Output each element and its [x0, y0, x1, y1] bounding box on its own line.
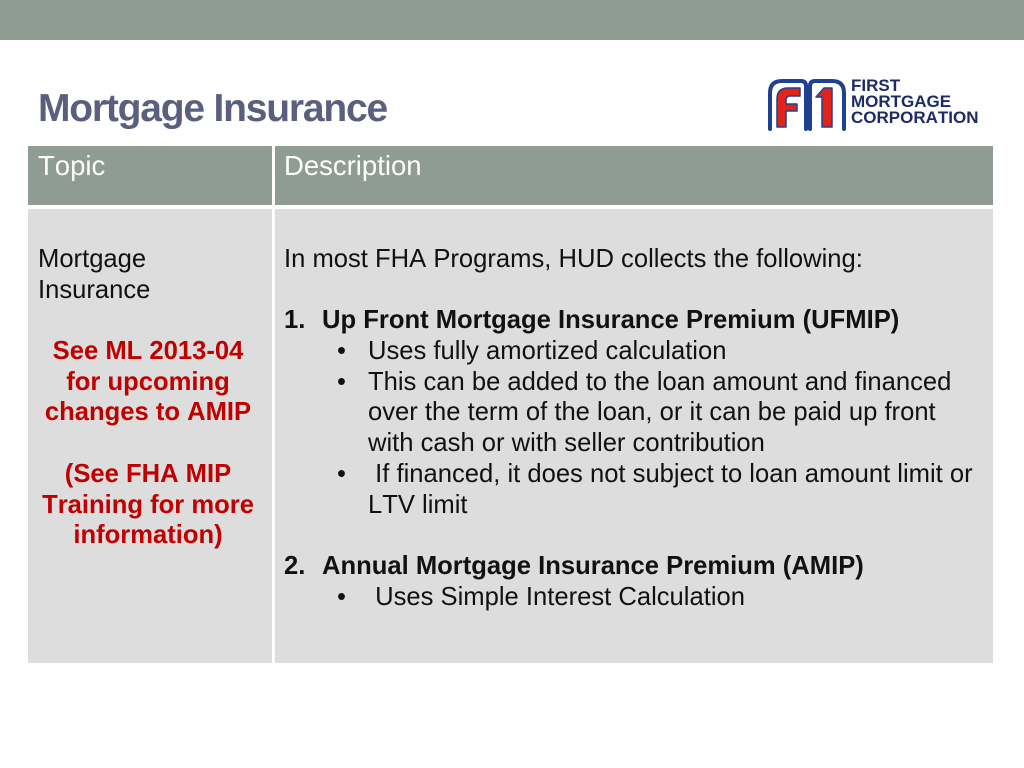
bullet-text: Uses fully amortized calculation	[368, 336, 727, 365]
logo-one-shape	[816, 88, 832, 127]
description-cell	[275, 209, 993, 663]
item-number: 2.	[284, 551, 306, 580]
logo-line-corporation: CORPORATION	[851, 108, 979, 127]
numbered-item-heading	[284, 305, 993, 336]
bullet-text: If financed, it does not subject to loan amount limit or LTV limit	[368, 459, 980, 519]
bullet-item	[368, 459, 980, 520]
numbered-item-ufmip	[284, 305, 993, 520]
logo-line-mortgage: MORTGAGE	[851, 92, 952, 111]
logo-line-first: FIRST	[851, 76, 901, 95]
item-number: 1.	[284, 306, 306, 335]
logo-wordmark	[851, 78, 979, 126]
bullet-list-ufmip	[368, 336, 980, 520]
note-fha-mip-training: (See FHA MIP Training for more information)	[42, 459, 254, 550]
column-header-topic: Topic	[28, 146, 272, 205]
item-title: Annual Mortgage Insurance Premium (AMIP)	[322, 551, 864, 580]
first-mortgage-logo-icon	[766, 77, 848, 131]
bullet-text: Uses Simple Interest Calculation	[368, 582, 745, 611]
numbered-item-heading	[284, 551, 993, 582]
slide-title: Mortgage Insurance	[38, 87, 387, 130]
top-bar	[0, 0, 1024, 40]
bullet-item	[368, 367, 977, 459]
description-intro: In most FHA Programs, HUD collects the following:	[284, 244, 863, 273]
bullet-item	[368, 582, 977, 613]
bullet-item	[368, 336, 977, 367]
bullet-text: This can be added to the loan amount and financed over the term of the loan, or it can be paid up front with cash or with seller contribution	[368, 367, 959, 458]
topic-label: Mortgage Insurance	[38, 244, 151, 304]
content-table	[28, 146, 993, 663]
logo-f-shape	[777, 88, 800, 127]
note-ml-2013-04: See ML 2013-04 for upcoming changes to AMIP	[44, 336, 252, 427]
bullet-list-amip	[368, 582, 977, 613]
numbered-item-amip	[284, 551, 993, 612]
column-header-description: Description	[275, 146, 993, 205]
item-title: Up Front Mortgage Insurance Premium (UFMIP)	[322, 306, 900, 335]
company-logo	[766, 77, 982, 131]
topic-cell	[28, 209, 272, 663]
